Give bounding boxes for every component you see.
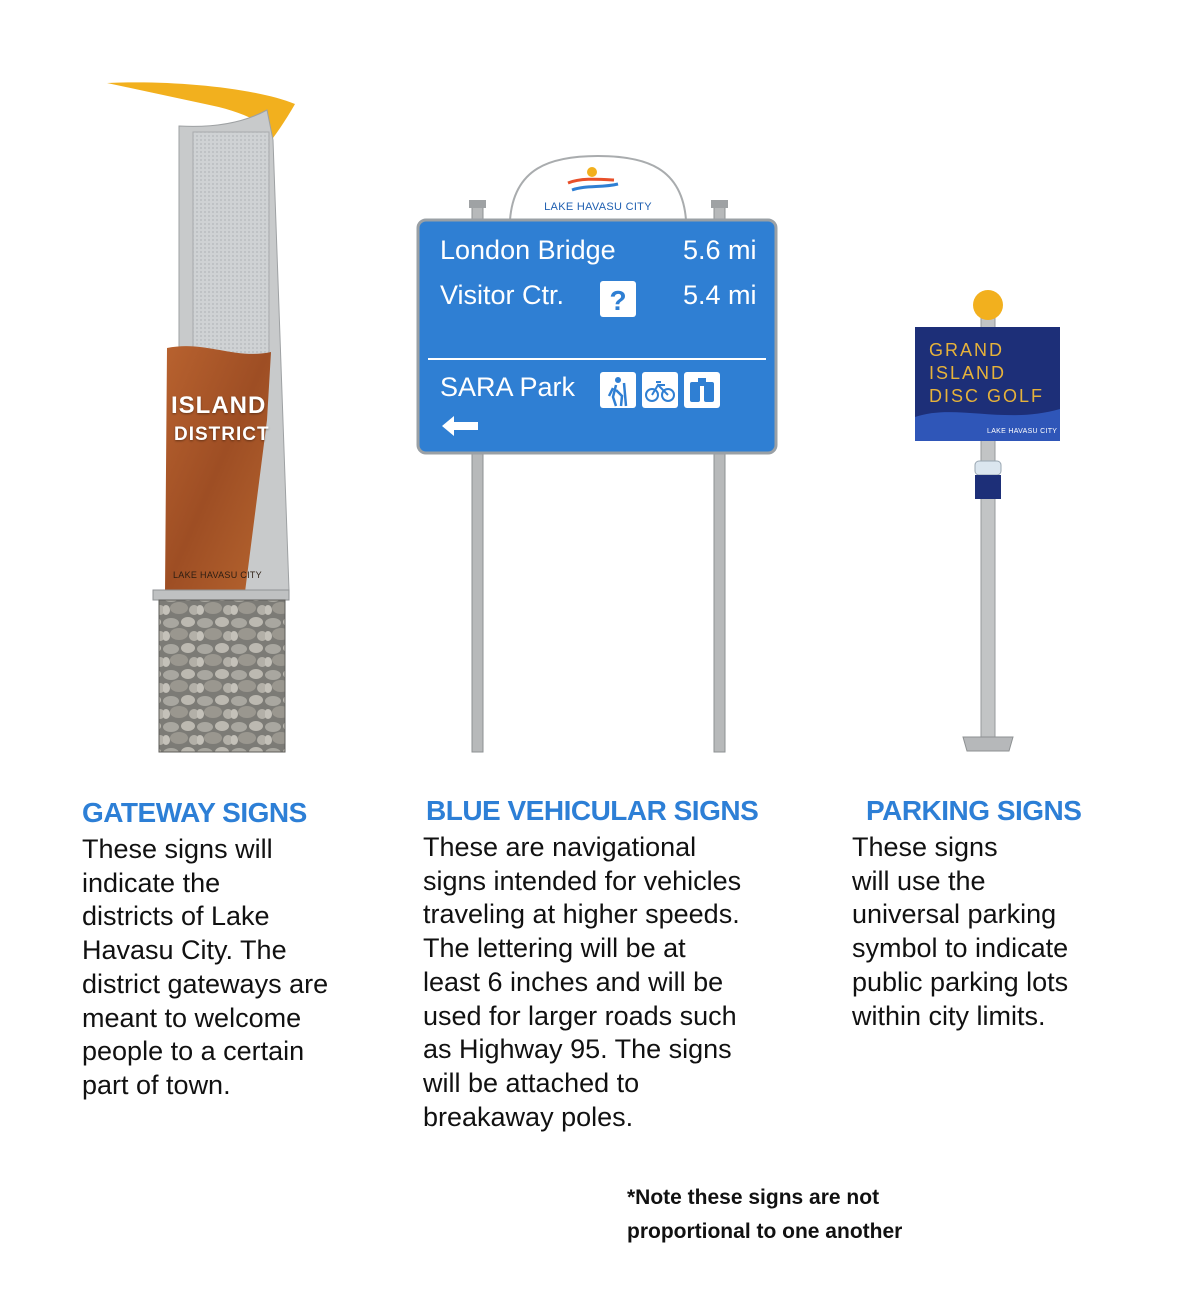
gateway-line-1: ISLAND <box>171 392 267 419</box>
caption-line: universal parking <box>852 899 1057 930</box>
gateway-line-2: DISTRICT <box>174 424 270 445</box>
caption-line: breakaway poles. <box>423 1101 634 1132</box>
distance-visitor-center: 5.4 mi <box>683 280 757 310</box>
proportion-note <box>627 1181 1007 1249</box>
parking-line-1: GRAND <box>929 340 1005 360</box>
svg-text:?: ? <box>609 285 627 316</box>
vehicular-sign <box>410 150 790 760</box>
caption-line: Havasu City. The <box>82 935 287 966</box>
vehicular-city-label: LAKE HAVASU CITY <box>544 201 652 213</box>
destination-sara-park: SARA Park <box>440 372 576 402</box>
bicycle-icon <box>642 372 678 408</box>
hiker-icon <box>600 372 636 408</box>
gateway-caption-title: GATEWAY SIGNS <box>82 797 307 828</box>
caption-line: will use the <box>852 865 986 896</box>
caption-line: The lettering will be at <box>423 933 686 964</box>
caption-line: These are navigational <box>423 832 697 862</box>
caption-line: signs intended for vehicles <box>423 865 742 896</box>
caption-line: part of town. <box>82 1069 231 1100</box>
vehicular-caption-body <box>423 831 783 1134</box>
parking-line-2: ISLAND <box>929 363 1007 383</box>
note-line-1: *Note these signs are not <box>627 1186 880 1209</box>
caption-line: districts of Lake <box>82 901 270 932</box>
question-icon <box>600 281 636 317</box>
caption-line: These signs <box>852 832 998 862</box>
binoculars-icon <box>684 372 720 408</box>
caption-line: as Highway 95. The signs <box>423 1034 732 1065</box>
caption-line: district gateways are <box>82 968 329 999</box>
parking-city-label: LAKE HAVASU CITY <box>987 428 1058 435</box>
caption-line: used for larger roads such <box>423 1000 737 1031</box>
vehicular-caption-title: BLUE VEHICULAR SIGNS <box>426 795 759 826</box>
note-line-2: proportional to one another <box>627 1220 903 1243</box>
caption-line: people to a certain <box>82 1036 305 1067</box>
caption-line: indicate the <box>82 867 221 898</box>
destination-visitor-center: Visitor Ctr. <box>440 280 565 310</box>
gateway-sign <box>95 70 335 760</box>
caption-line: symbol to indicate <box>852 933 1069 964</box>
pole-ball-accent <box>973 290 1003 320</box>
parking-sign <box>905 285 1075 760</box>
caption-line: public parking lots <box>852 966 1069 997</box>
caption-line: meant to welcome <box>82 1002 302 1033</box>
caption-line: traveling at higher speeds. <box>423 899 740 930</box>
parking-line-3: DISC GOLF <box>929 386 1045 406</box>
gateway-caption-body <box>82 833 367 1103</box>
caption-line: within city limits. <box>852 1000 1046 1031</box>
distance-london-bridge: 5.6 mi <box>683 235 757 265</box>
parking-caption-title: PARKING SIGNS <box>866 795 1082 826</box>
parking-caption-body <box>852 831 1112 1033</box>
caption-line: least 6 inches and will be <box>423 966 724 997</box>
stone-base <box>159 600 285 752</box>
destination-london-bridge: London Bridge <box>440 235 616 265</box>
caption-line: These signs will <box>82 834 273 864</box>
caption-line: will be attached to <box>423 1067 640 1098</box>
gateway-city-label: LAKE HAVASU CITY <box>173 570 262 580</box>
